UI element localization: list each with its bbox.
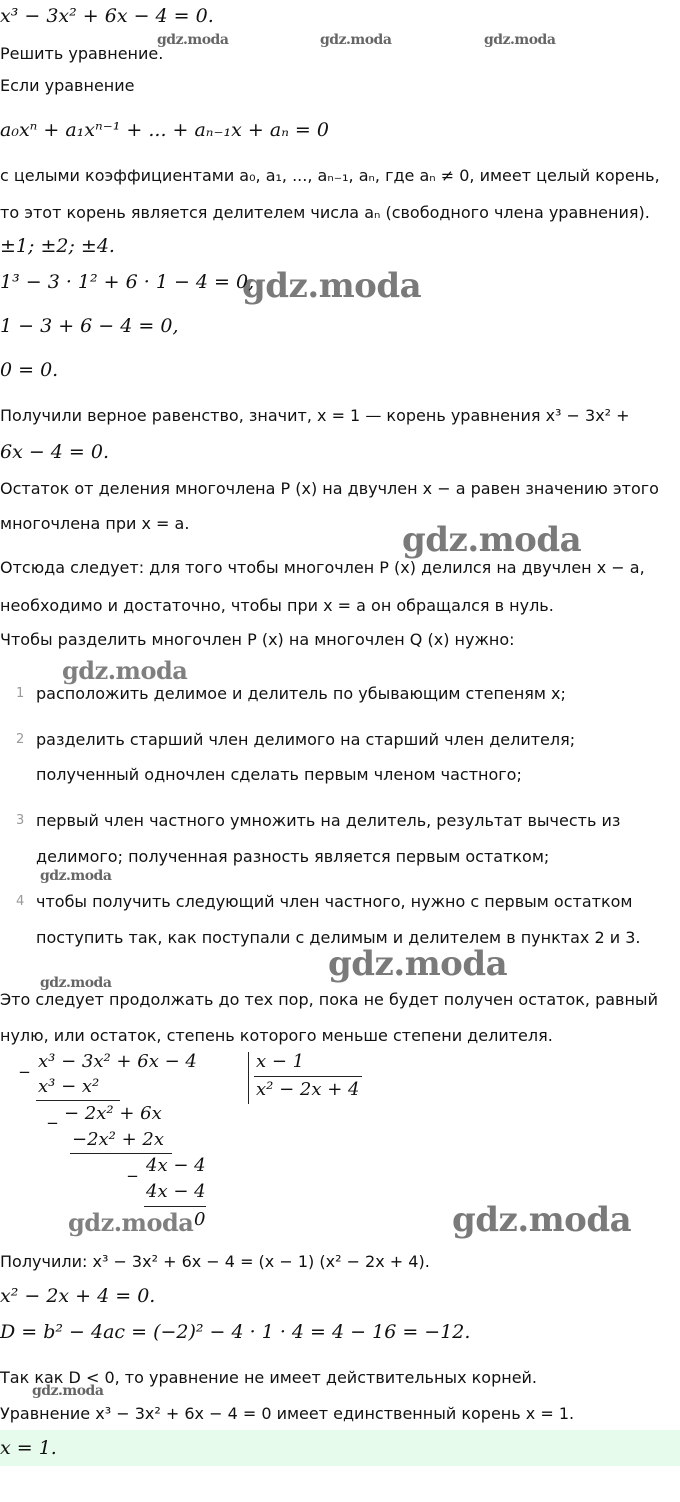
continue-line-1: Это следует продолжать до тех пор, пока не будет получен остаток, равный xyxy=(0,990,658,1009)
minus-sign: _ xyxy=(48,1104,57,1125)
watermark: gdz.moda xyxy=(320,32,392,48)
watermark: gdz.moda xyxy=(484,32,556,48)
quadratic-equation: x² − 2x + 4 = 0. xyxy=(0,1285,156,1307)
step-text: первый член частного умножить на делитель, результат вычесть из xyxy=(36,811,621,830)
remainder-theorem-line-2: многочлена при x = a. xyxy=(0,514,190,533)
remainder-2: 4x − 4 xyxy=(146,1155,206,1176)
minus-sign: _ xyxy=(128,1157,137,1178)
step-text: делимого; полученная разность является первым остатком; xyxy=(36,847,550,866)
remainder-theorem-line-1: Остаток от деления многочлена P (x) на двучлен x − a равен значению этого xyxy=(0,479,659,498)
conclusion-line-1: Получили верное равенство, значит, x = 1 — корень уравнения x³ − 3x² + xyxy=(0,406,630,425)
theorem-line-1: с целыми коэффициентами a₀, a₁, ..., aₙ₋₁, aₙ, где aₙ ≠ 0, имеет целый корень, xyxy=(0,166,660,185)
watermark: gdz.moda xyxy=(40,975,112,991)
watermark: gdz.moda xyxy=(242,266,422,306)
continue-line-2: нулю, или остаток, степень которого меньше степени делителя. xyxy=(0,1026,553,1045)
remainder-1: − 2x² + 6x xyxy=(64,1103,162,1124)
check-line-2: 1 − 3 + 6 − 4 = 0, xyxy=(0,315,179,337)
division-bar-vertical xyxy=(248,1052,249,1104)
step-text: разделить старший член делимого на старший член делителя; xyxy=(36,730,576,749)
subtrahend-1: x³ − x² xyxy=(38,1076,100,1097)
check-line-3: 0 = 0. xyxy=(0,359,59,381)
equation-title: x³ − 3x² + 6x − 4 = 0. xyxy=(0,5,214,27)
divisibility-line-2: необходимо и достаточно, чтобы при x = a он обращался в нуль. xyxy=(0,596,554,615)
watermark: gdz.moda xyxy=(328,944,508,984)
subtrahend-3: 4x − 4 xyxy=(146,1181,206,1202)
step-number: 1 xyxy=(16,686,25,701)
check-line-1: 1³ − 3 · 1² + 6 · 1 − 4 = 0, xyxy=(0,271,255,293)
watermark: gdz.moda xyxy=(452,1200,632,1240)
step-number: 3 xyxy=(16,813,25,828)
no-real-roots-text: Так как D < 0, то уравнение не имеет действительных корней. xyxy=(0,1368,538,1387)
divisibility-line-1: Отсюда следует: для того чтобы многочлен P (x) делился на двучлен x − a, xyxy=(0,558,645,577)
theorem-line-2: то этот корень является делителем числа aₙ (свободного члена уравнения). xyxy=(0,203,650,222)
steps-intro: Чтобы разделить многочлен P (x) на многочлен Q (x) нужно: xyxy=(0,630,515,649)
divisor: x − 1 xyxy=(256,1051,305,1072)
minus-sign: _ xyxy=(20,1053,29,1074)
solve-label: Решить уравнение. xyxy=(0,44,164,63)
step-text: расположить делимое и делитель по убывающим степеням x; xyxy=(36,684,566,703)
watermark: gdz.moda xyxy=(40,868,112,884)
quotient: x² − 2x + 4 xyxy=(256,1079,360,1100)
discriminant: D = b² − 4ac = (−2)² − 4 · 1 · 4 = 4 − 16 = −12. xyxy=(0,1321,471,1343)
watermark: gdz.moda xyxy=(32,1383,104,1399)
step-text: полученный одночлен сделать первым членом частного; xyxy=(36,765,522,784)
watermark: gdz.moda xyxy=(68,1208,194,1237)
division-bar-horizontal xyxy=(254,1076,362,1077)
general-form-equation: a₀xⁿ + a₁xⁿ⁻¹ + ... + aₙ₋₁x + aₙ = 0 xyxy=(0,119,329,141)
watermark: gdz.moda xyxy=(62,656,188,685)
divisors-list: ±1; ±2; ±4. xyxy=(0,235,115,257)
if-equation-text: Если уравнение xyxy=(0,76,135,95)
subtrahend-2: −2x² + 2x xyxy=(72,1129,165,1150)
division-underline xyxy=(70,1153,172,1154)
answer-box xyxy=(0,1430,680,1466)
final-remainder: 0 xyxy=(194,1209,206,1230)
unique-root-text: Уравнение x³ − 3x² + 6x − 4 = 0 имеет единственный корень x = 1. xyxy=(0,1404,575,1423)
division-underline xyxy=(144,1206,206,1207)
step-number: 4 xyxy=(16,894,25,909)
answer-value: x = 1. xyxy=(0,1437,57,1459)
watermark: gdz.moda xyxy=(157,32,229,48)
step-text: чтобы получить следующий член частного, нужно с первым остатком xyxy=(36,892,633,911)
watermark: gdz.moda xyxy=(402,520,582,560)
step-number: 2 xyxy=(16,732,25,747)
step-text: поступить так, как поступали с делимым и делителем в пунктах 2 и 3. xyxy=(36,928,641,947)
dividend: x³ − 3x² + 6x − 4 xyxy=(38,1051,197,1072)
factored-result: Получили: x³ − 3x² + 6x − 4 = (x − 1) (x² − 2x + 4). xyxy=(0,1252,430,1271)
conclusion-line-2: 6x − 4 = 0. xyxy=(0,441,110,463)
division-underline xyxy=(36,1100,120,1101)
